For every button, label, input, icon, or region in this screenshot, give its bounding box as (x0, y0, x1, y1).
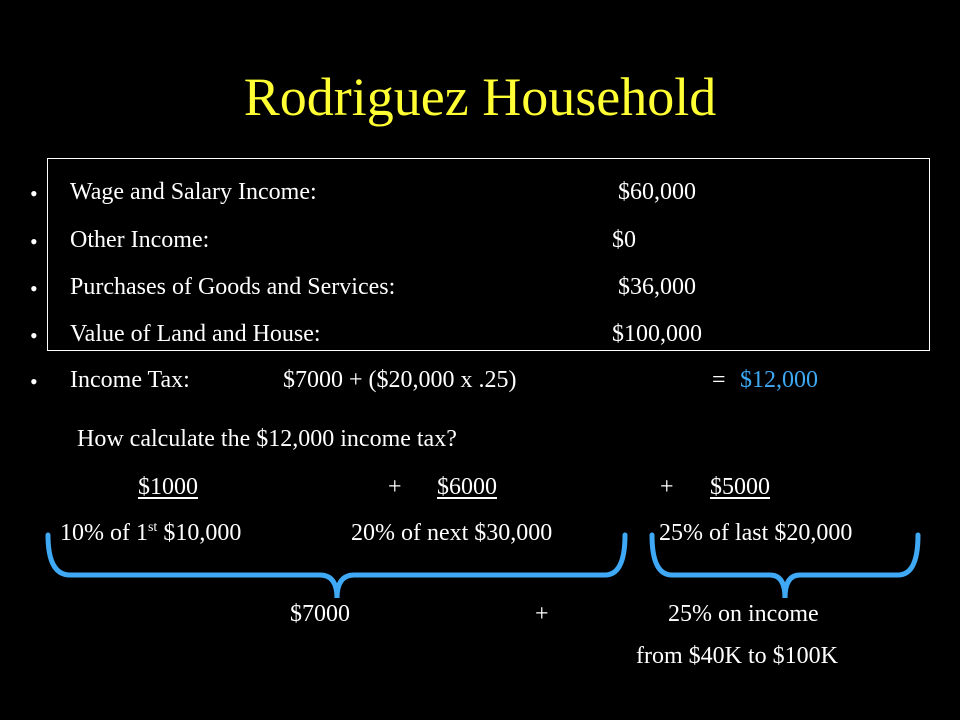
bullet-icon: • (30, 276, 38, 301)
plus-sign: + (660, 474, 674, 500)
item-label: Other Income: (70, 227, 210, 253)
bullet-icon: • (30, 323, 38, 348)
bracket-desc-2: 20% of next $30,000 (351, 520, 553, 546)
income-tax-value: $12,000 (740, 367, 818, 393)
item-value: $60,000 (618, 179, 696, 205)
item-label: Purchases of Goods and Services: (70, 274, 396, 300)
item-label: Wage and Salary Income: (70, 179, 317, 205)
bullet-icon: • (30, 229, 38, 254)
summary-plus: + (535, 601, 549, 627)
bracket-desc-3: 25% of last $20,000 (659, 520, 853, 546)
item-label: Value of Land and House: (70, 321, 321, 347)
bullet-icon: • (30, 181, 38, 206)
item-value: $0 (612, 227, 636, 253)
item-value: $36,000 (618, 274, 696, 300)
equals-sign: = (712, 367, 726, 393)
summary-right-line2: from $40K to $100K (636, 643, 838, 669)
summary-right-line1: 25% on income (668, 601, 819, 627)
bracket-desc-1-prefix: 10% of 1 (60, 520, 148, 546)
income-tax-label: Income Tax: (70, 367, 190, 393)
bracket-amount-2: $6000 (437, 474, 497, 500)
bracket-amount-1: $1000 (138, 474, 198, 500)
question-text: How calculate the $12,000 income tax? (77, 426, 457, 452)
slide-title: Rodriguez Household (243, 67, 717, 127)
bracket-desc-1-suffix: $10,000 (157, 520, 242, 546)
left-brace-icon (48, 535, 625, 598)
right-brace-icon (652, 535, 918, 598)
plus-sign: + (388, 474, 402, 500)
income-tax-formula: $7000 + ($20,000 x .25) (283, 367, 517, 393)
bracket-amount-3: $5000 (710, 474, 770, 500)
summary-left: $7000 (290, 601, 350, 627)
bracket-desc-1-sup: st (147, 520, 158, 535)
item-value: $100,000 (612, 321, 702, 347)
bullet-icon: • (30, 369, 38, 394)
